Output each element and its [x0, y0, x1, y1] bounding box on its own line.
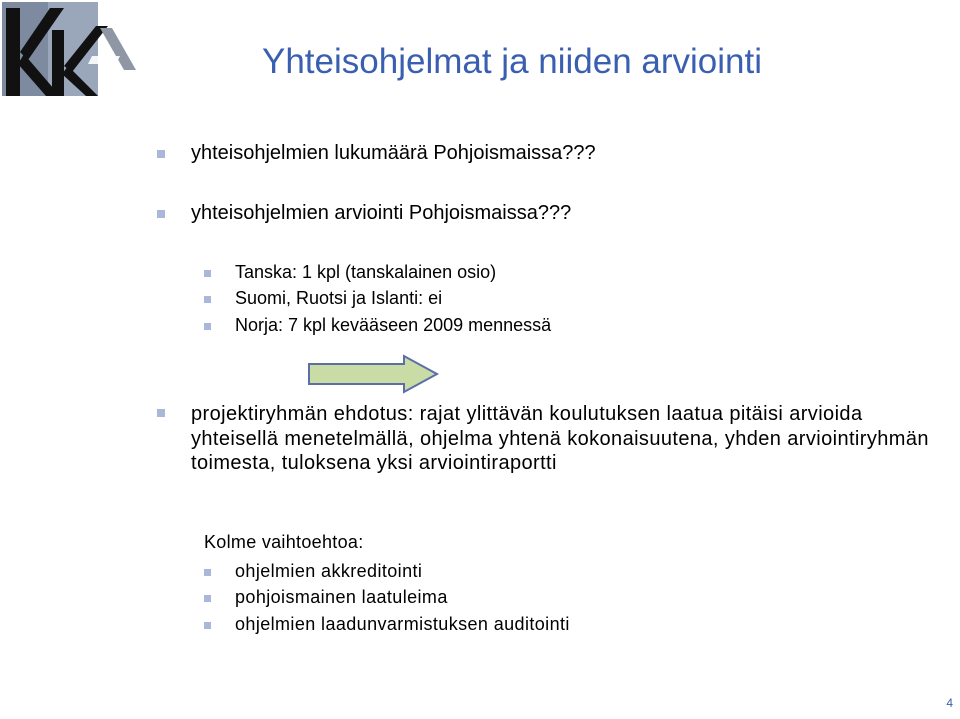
bullet-item: yhteisohjelmien lukumäärä Pohjoismaissa???: [191, 142, 596, 164]
sub-bullet-item: Tanska: 1 kpl (tanskalainen osio): [235, 262, 497, 282]
option-item: pohjoismainen laatuleima: [235, 587, 448, 607]
slide-title: Yhteisohjelmat ja niiden arviointi: [262, 42, 762, 81]
sub-bullet-marker: [204, 296, 211, 303]
right-arrow-icon: [306, 354, 440, 394]
options-heading: Kolme vaihtoehtoa:: [204, 532, 364, 552]
kka-logo: [0, 0, 140, 100]
sub-bullet-marker: [204, 323, 211, 330]
bullet-marker: [157, 409, 165, 417]
option-item: ohjelmien akkreditointi: [235, 561, 423, 581]
bullet-marker: [157, 150, 165, 158]
bullet-marker: [157, 210, 165, 218]
bullet-item: yhteisohjelmien arviointi Pohjoismaissa???: [191, 202, 572, 224]
sub-bullet-marker: [204, 595, 211, 602]
sub-bullet-item: Suomi, Ruotsi ja Islanti: ei: [235, 288, 443, 308]
sub-bullet-item: Norja: 7 kpl kevääseen 2009 mennessä: [235, 315, 552, 335]
option-item: ohjelmien laadunvarmistuksen auditointi: [235, 614, 570, 634]
sub-bullet-marker: [204, 270, 211, 277]
sub-bullet-marker: [204, 569, 211, 576]
proposal-text: projektiryhmän ehdotus: rajat ylittävän koulutuksen laatua pitäisi arvioida yhteisellä menetelmällä, ohjelma yhtenä kokonaisuutena, yhden arviointiryhmän toimesta, tuloksena yksi arviointiraportti: [191, 403, 929, 474]
sub-bullet-marker: [204, 622, 211, 629]
page-number: 4: [946, 696, 953, 710]
